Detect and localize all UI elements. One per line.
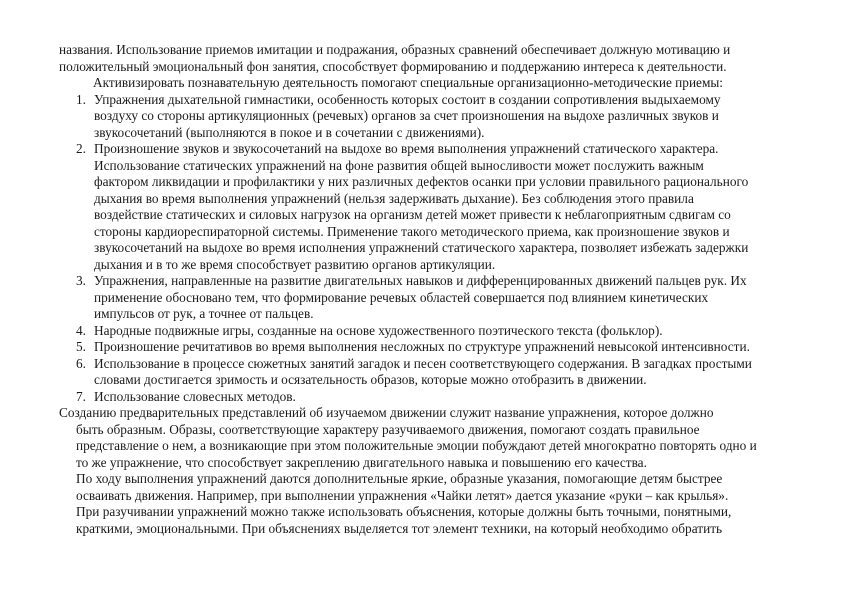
list-item-line: словами достигается зримость и осязательность образов, которые можно отобразить в движении. — [94, 372, 647, 387]
list-number: 4. — [76, 322, 86, 338]
list-item-line: Произношение звуков и звукосочетаний на выдохе во время выполнения упражнений статического характера. — [94, 141, 719, 156]
text-line: Активизировать познавательную деятельность помогают специальные организационно-методические приемы: — [93, 75, 723, 90]
list-item-line: применение обосновано тем, что формирование речевых областей совершается под влиянием кинетических — [94, 289, 709, 305]
text-line: положительный эмоциональный фон занятия, способствует формированию и поддержанию интереса к деятельности. — [59, 58, 727, 74]
list-item-line: Использование статических упражнений на фоне развития общей выносливости может послужить важным — [94, 157, 704, 173]
list-item-line: Произношение речитативов во время выполнения несложных по структуре упражнений невысокой интенсивности. — [94, 339, 750, 354]
text-line: то же упражнение, что способствует закреплению двигательного навыка и повышению его качества. — [76, 454, 647, 470]
list-number: 6. — [76, 355, 86, 371]
list-item-line: дыхания во время выполнения упражнений (нельзя задерживать дыхание). Без соблюдения этого правила — [94, 190, 694, 206]
list-number: 5. — [76, 339, 86, 354]
list-item-line: воздействие статических и силовых нагрузок на организм детей может привести к неблагоприятным сдвигам со — [94, 207, 731, 222]
list-number: 3. — [76, 273, 86, 288]
text-line: осваивать движения. Например, при выполнении упражнения «Чайки летят» дается указание «руки – как крылья». — [76, 487, 729, 503]
list-item-line: стороны кардиореспираторной системы. Применение такого методического приема, как произношение звуков и — [94, 223, 730, 239]
list-number: 7. — [76, 388, 86, 404]
list-item-line: импульсов от рук, а точнее от пальцев. — [94, 306, 314, 321]
text-line: Созданию предварительных представлений об изучаемом движении служит название упражнения, которое должно — [59, 405, 714, 420]
text-line: представление о нем, а возникающие при этом положительные эмоции побуждают детей многократно повторять одно и — [76, 438, 757, 453]
list-item-line: Упражнения, направленные на развитие двигательных навыков и дифференцированных движений пальцев рук. Их — [94, 273, 747, 288]
list-number: 1. — [76, 91, 86, 107]
list-item-line: воздуху со стороны артикуляционных (речевых) органов за счет произношения на выдохе различных звуков и — [94, 108, 719, 123]
list-item-line: звукосочетаний на выдохе во время исполнения упражнений статического характера, позволяет избежать задержки — [94, 240, 749, 255]
list-item-line: Использование словесных методов. — [94, 388, 296, 404]
list-item-line: звукосочетаний (выполняются в покое и в сочетании с движениями). — [94, 124, 485, 140]
list-item-line: фактором ликвидации и профилактики у них различных дефектов осанки при условии правильного рационального — [94, 174, 749, 189]
text-line: названия. Использование приемов имитации и подражания, образных сравнений обеспечивает должную мотивацию и — [59, 42, 731, 57]
text-line: При разучивании упражнений можно также использовать объяснения, которые должны быть точными, понятными, — [76, 504, 732, 519]
list-item-line: Народные подвижные игры, созданные на основе художественного поэтического текста (фольклор). — [94, 322, 663, 338]
list-number: 2. — [76, 141, 86, 156]
list-item-line: Использование в процессе сюжетных занятий загадок и песен соответствующего содержания. В загадках простыми — [94, 355, 752, 371]
text-line: По ходу выполнения упражнений даются дополнительные яркие, образные указания, помогающие детям быстрее — [76, 471, 723, 486]
list-item-line: Упражнения дыхательной гимнастики, особенность которых состоит в создании сопротивления выдыхаемому — [94, 91, 721, 107]
list-item-line: дыхания и в то же время способствует развитию органов артикуляции. — [94, 256, 496, 272]
text-line: краткими, эмоциональными. При объяснениях выделяется тот элемент техники, на который необходимо обратить — [76, 520, 723, 536]
text-line: быть образным. Образы, соответствующие характеру разучиваемого движения, помогают создать правильное — [76, 421, 700, 437]
